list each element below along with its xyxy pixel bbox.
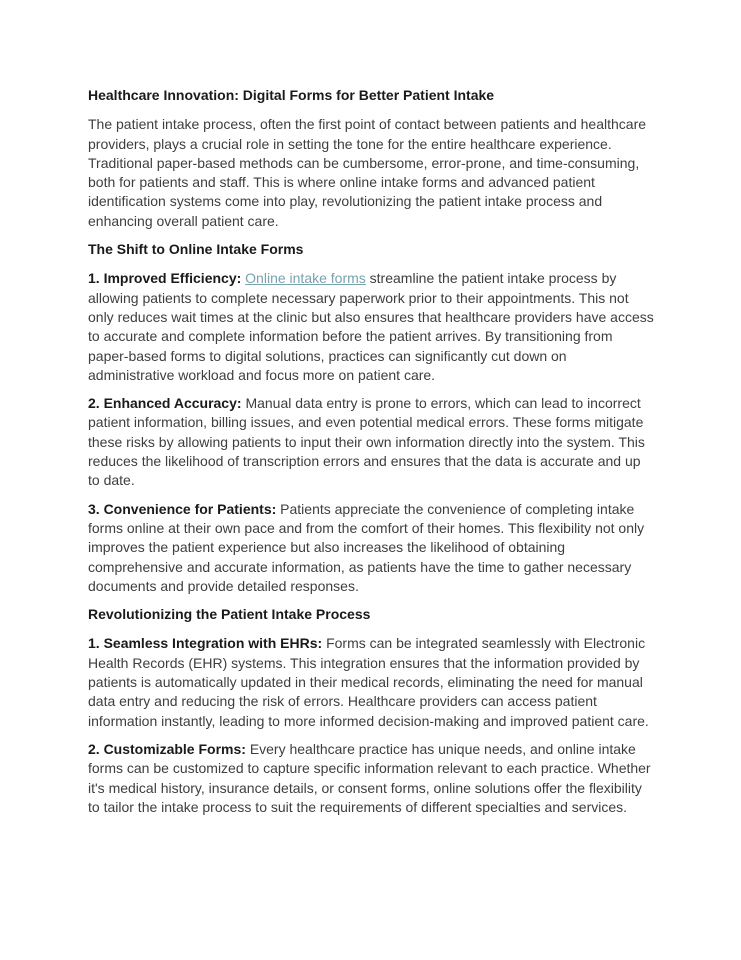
online-intake-forms-link[interactable]: Online intake forms bbox=[245, 270, 366, 287]
paragraph-text: Every healthcare practice has unique needs, and online intake forms can be customized to capture specific information relevant to each practice. Whether it's medical history, insurance details, or consent forms, online solutions offer the flexibility to tailor the intake process to suit the requirements of different specialties and services. bbox=[88, 740, 651, 815]
intro-paragraph: The patient intake process, often the first point of contact between patients and healthcare providers, plays a crucial role in setting the tone for the entire healthcare experience. Traditional paper-based methods can be cumbersome, error-prone, and time-consuming, both for patients and staff. This is where online intake forms and advanced patient identification systems come into play, revolutionizing the patient intake process and enhancing overall patient care. bbox=[88, 116, 647, 229]
paragraph-label: 3. Convenience for Patients: bbox=[88, 500, 277, 517]
paragraph-improved-efficiency bbox=[88, 269, 655, 385]
section-heading-revolutionizing-patient-intake: Revolutionizing the Patient Intake Process bbox=[88, 606, 371, 623]
paragraph-text: streamline the patient intake process by allowing patients to complete necessary paperwork prior to their appointments. This not only reduces wait times at the clinic but also ensures that healthcare providers have access to accurate and complete information before the patient arrives. By transitioning from paper-based forms to digital solutions, practices can significantly cut down on administrative workload and focus more on patient care. bbox=[88, 270, 654, 383]
section-heading-shift-to-online-intake-forms: The Shift to Online Intake Forms bbox=[88, 241, 304, 258]
paragraph-convenience-for-patients bbox=[88, 500, 655, 596]
paragraph-text: Forms can be integrated seamlessly with Electronic Health Records (EHR) systems. This integration ensures that the information provided by patients is automatically updated in their medical records, eliminating the need for manual data entry and reducing the risk of errors. Healthcare providers can access patient information instantly, leading to more informed decision-making and improved patient care. bbox=[88, 635, 649, 729]
paragraph-label: 1. Seamless Integration with EHRs: bbox=[88, 635, 323, 652]
paragraph-enhanced-accuracy bbox=[88, 394, 655, 490]
paragraph-label: 1. Improved Efficiency: bbox=[88, 270, 242, 287]
paragraph-seamless-integration-ehrs bbox=[88, 634, 655, 730]
paragraph-label: 2. Customizable Forms: bbox=[88, 740, 246, 757]
paragraph-text: Patients appreciate the convenience of completing intake forms online at their own pace and from the comfort of their homes. This flexibility not only improves the patient experience but also increases the likelihood of obtaining comprehensive and accurate information, as patients have the time to gather necessary documents and provide detailed responses. bbox=[88, 500, 645, 594]
paragraph-text: Manual data entry is prone to errors, which can lead to incorrect patient information, billing issues, and even potential medical errors. These forms mitigate these risks by allowing patients to input their own information directly into the system. This reduces the likelihood of transcription errors and ensures that the data is accurate and up to date. bbox=[88, 395, 645, 489]
paragraph-label: 2. Enhanced Accuracy: bbox=[88, 395, 242, 412]
article-title: Healthcare Innovation: Digital Forms for Better Patient Intake bbox=[88, 87, 495, 103]
paragraph-customizable-forms bbox=[88, 740, 655, 817]
